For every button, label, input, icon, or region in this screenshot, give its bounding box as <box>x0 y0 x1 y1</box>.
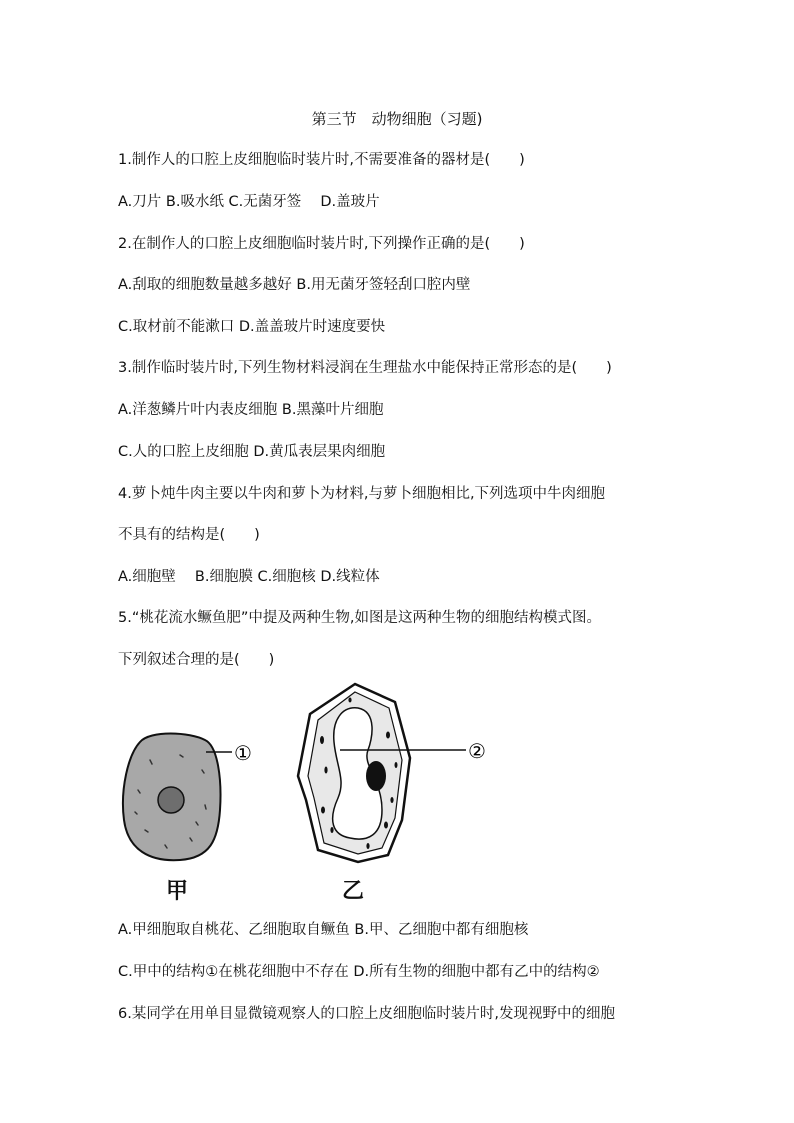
question-4-options: A.细胞壁 B.细胞膜 C.细胞核 D.线粒体 <box>118 569 380 585</box>
question-1: 1.制作人的口腔上皮细胞临时装片时,不需要准备的器材是( ) <box>118 152 525 168</box>
question-6-line1: 6.某同学在用单目显微镜观察人的口腔上皮细胞临时装片时,发现视野中的细胞 <box>118 1006 615 1022</box>
question-5-line2: 下列叙述合理的是( ) <box>118 652 275 668</box>
question-5-line1: 5.“桃花流水鳜鱼肥”中提及两种生物,如图是这两种生物的细胞结构模式图。 <box>118 610 601 626</box>
question-4-line2: 不具有的结构是( ) <box>118 527 260 543</box>
plant-cell <box>298 684 466 862</box>
question-3-options-cd: C.人的口腔上皮细胞 D.黄瓜表层果肉细胞 <box>118 444 386 460</box>
question-3-options-ab: A.洋葱鳞片叶内表皮细胞 B.黑藻叶片细胞 <box>118 402 384 418</box>
question-2-options-ab: A.刮取的细胞数量越多越好 B.用无菌牙签轻刮口腔内壁 <box>118 277 471 293</box>
plant-cell-nucleus <box>366 761 386 791</box>
question-4-line1: 4.萝卜炖牛肉主要以牛肉和萝卜为材料,与萝卜细胞相比,下列选项中牛肉细胞 <box>118 486 606 502</box>
label-jia: 甲 <box>166 878 189 904</box>
marker-2: ② <box>468 739 486 763</box>
question-5-options-cd: C.甲中的结构①在桃花细胞中不存在 D.所有生物的细胞中都有乙中的结构② <box>118 964 600 980</box>
question-3: 3.制作临时装片时,下列生物材料浸润在生理盐水中能保持正常形态的是( ) <box>118 360 612 376</box>
question-5-options-ab: A.甲细胞取自桃花、乙细胞取自鳜鱼 B.甲、乙细胞中都有细胞核 <box>118 922 529 938</box>
label-yi: 乙 <box>342 878 365 904</box>
cell-diagram <box>110 680 530 910</box>
page-title: 第三节 动物细胞（习题) <box>311 110 483 128</box>
marker-1: ① <box>234 741 252 765</box>
animal-cell <box>123 734 232 861</box>
question-2: 2.在制作人的口腔上皮细胞临时装片时,下列操作正确的是( ) <box>118 236 525 252</box>
animal-cell-nucleus <box>158 787 184 813</box>
question-1-options: A.刀片 B.吸水纸 C.无菌牙签 D.盖玻片 <box>118 194 380 210</box>
question-2-options-cd: C.取材前不能漱口 D.盖盖玻片时速度要快 <box>118 319 386 335</box>
